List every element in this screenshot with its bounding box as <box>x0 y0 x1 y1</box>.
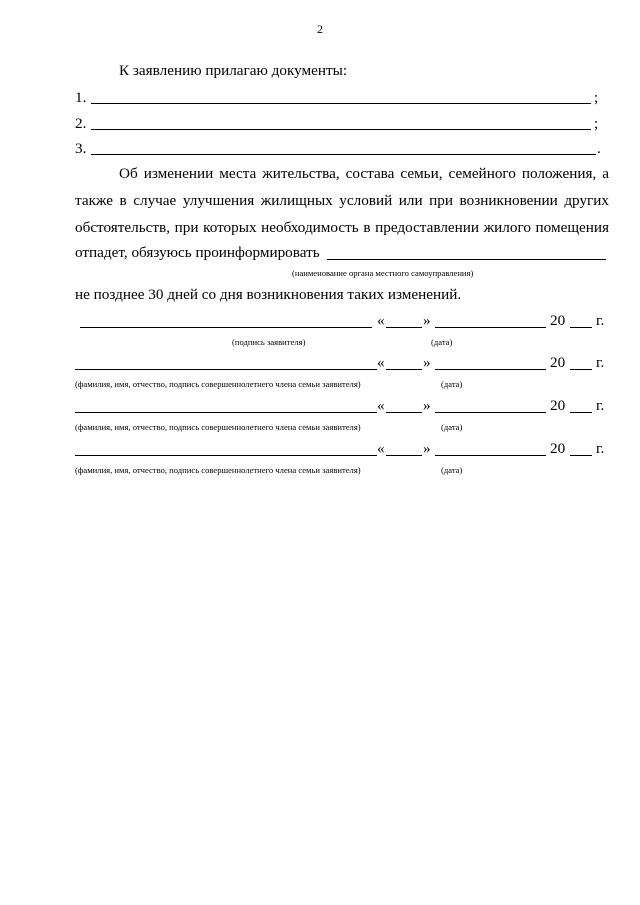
item-number: 3. <box>75 140 87 157</box>
year-suffix: г. <box>596 354 605 371</box>
item-blank-line[interactable] <box>91 103 591 104</box>
item-end: ; <box>594 115 599 132</box>
signature-line[interactable] <box>75 455 377 456</box>
member-caption: (фамилия, имя, отчество, подпись совершеннолетнего члена семьи заявителя) <box>75 422 361 432</box>
page-number: 2 <box>317 22 323 36</box>
month-blank-line[interactable] <box>435 455 546 456</box>
year-blank-line[interactable] <box>570 455 592 456</box>
month-blank-line[interactable] <box>435 327 546 328</box>
year-prefix: 20 <box>550 397 566 414</box>
quote-open: « <box>377 354 385 371</box>
item-number: 1. <box>75 89 87 106</box>
quote-close: » <box>423 354 431 371</box>
member-caption: (фамилия, имя, отчество, подпись совершеннолетнего члена семьи заявителя) <box>75 379 361 389</box>
date-caption: (дата) <box>441 465 463 475</box>
year-suffix: г. <box>596 312 605 329</box>
year-blank-line[interactable] <box>570 327 592 328</box>
item-end: ; <box>594 89 599 106</box>
notice-line-4: отпадет, обязуюсь проинформировать <box>75 244 320 261</box>
quote-open: « <box>377 312 385 329</box>
item-blank-line[interactable] <box>91 154 596 155</box>
day-blank-line[interactable] <box>386 369 422 370</box>
signature-line[interactable] <box>75 412 377 413</box>
organ-blank-line[interactable] <box>327 259 606 260</box>
month-blank-line[interactable] <box>435 369 546 370</box>
year-suffix: г. <box>596 397 605 414</box>
quote-open: « <box>377 397 385 414</box>
month-blank-line[interactable] <box>435 412 546 413</box>
signature-caption: (подпись заявителя) <box>232 337 306 347</box>
signature-line[interactable] <box>80 327 372 328</box>
item-number: 2. <box>75 115 87 132</box>
quote-close: » <box>423 440 431 457</box>
date-caption: (дата) <box>431 337 453 347</box>
quote-close: » <box>423 397 431 414</box>
day-blank-line[interactable] <box>386 327 422 328</box>
notice-line-2: также в случае улучшения жилищных условий или при возникновении других <box>75 192 609 209</box>
year-suffix: г. <box>596 440 605 457</box>
attach-intro: К заявлению прилагаю документы: <box>119 62 348 79</box>
member-caption: (фамилия, имя, отчество, подпись совершеннолетнего члена семьи заявителя) <box>75 465 361 475</box>
year-prefix: 20 <box>550 440 566 457</box>
notice-paragraph <box>75 160 609 241</box>
notice-line-5: не позднее 30 дней со дня возникновения таких изменений. <box>75 286 462 303</box>
signature-line[interactable] <box>75 369 377 370</box>
year-prefix: 20 <box>550 354 566 371</box>
notice-line-3: обстоятельств, при которых необходимость в предоставлении жилого помещения <box>75 219 609 236</box>
year-prefix: 20 <box>550 312 566 329</box>
day-blank-line[interactable] <box>386 455 422 456</box>
item-end: . <box>597 140 601 157</box>
organ-caption: (наименование органа местного самоуправления) <box>292 268 474 278</box>
year-blank-line[interactable] <box>570 369 592 370</box>
notice-line-1: Об изменении места жительства, состава семьи, семейного положения, а <box>119 165 609 182</box>
date-caption: (дата) <box>441 379 463 389</box>
date-caption: (дата) <box>441 422 463 432</box>
day-blank-line[interactable] <box>386 412 422 413</box>
year-blank-line[interactable] <box>570 412 592 413</box>
quote-open: « <box>377 440 385 457</box>
quote-close: » <box>423 312 431 329</box>
item-blank-line[interactable] <box>91 129 591 130</box>
